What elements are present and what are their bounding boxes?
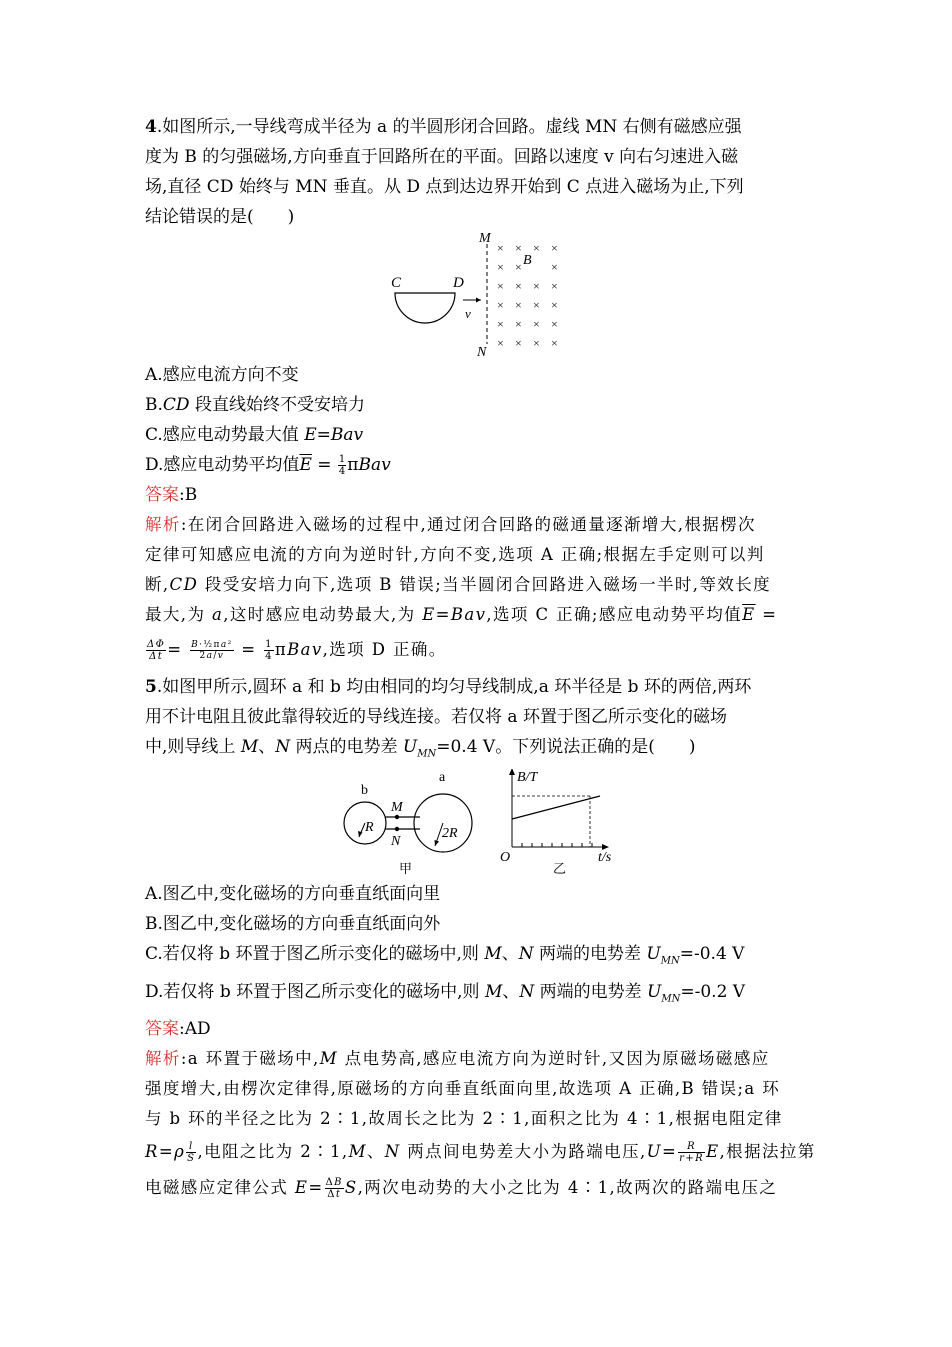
field-cross: × <box>533 336 540 350</box>
field-cross: × <box>551 279 558 293</box>
q4-figure <box>145 232 825 360</box>
field-cross: × <box>533 279 540 293</box>
label-b: B <box>523 253 532 268</box>
answer-label: 答案 <box>145 485 179 505</box>
field-cross: × <box>497 260 504 274</box>
label-m: M <box>479 232 491 246</box>
field-cross: × <box>497 241 504 255</box>
label-m5: M <box>391 800 403 816</box>
rings-and-graph-diagram <box>145 769 825 879</box>
field-cross: × <box>551 241 558 255</box>
q5-analysis-line: 强度增大,由楞次定律得,原磁场的方向垂直纸面向里,故选项 A 正确,B 错误;a 环 <box>145 1079 781 1099</box>
q5-number: 5 <box>145 677 157 697</box>
q4-stem-line: 场,直径 CD 始终与 MN 垂直。从 D 点到达边界开始到 C 点进入磁场为止,下列 <box>145 177 744 197</box>
q4-option-d: D.感应电动势平均值$\overline{E}$ = $\frac{1}{4}$ πBav <box>145 454 391 477</box>
field-cross: × <box>515 260 522 274</box>
velocity-arrow-head <box>476 298 481 303</box>
field-cross: × <box>515 298 522 312</box>
field-cross: × <box>497 336 504 350</box>
graph-line <box>512 796 600 819</box>
semicircle-loop <box>395 293 455 323</box>
label-c: C <box>391 275 402 291</box>
label-2r: 2R <box>442 826 458 842</box>
q4-analysis-line: 断,CD 段受安培力向下,选项 B 错误;当半圆闭合回路进入磁场一半时,等效长度 <box>145 575 772 594</box>
q5-figure <box>145 769 825 879</box>
q4-answer: 答案:B <box>145 485 198 505</box>
semicircle-field-diagram <box>145 232 825 360</box>
field-cross: × <box>551 317 558 331</box>
q4-analysis-formula: $\frac{\Delta\Phi}{\Delta t}$ = $\frac{\text{B·½πa²}}{2a/v}$ = $\frac{1}{4}$ πBav,选项 D 正确。 <box>147 639 447 662</box>
caption-jia: 甲 <box>399 861 413 877</box>
label-r: R <box>365 820 374 836</box>
q4-analysis-line: 解析:在闭合回路进入磁场的过程中,通过闭合回路的磁通量逐渐增大,根据楞次 <box>145 515 756 534</box>
field-cross: × <box>515 336 522 350</box>
q5-stem-line: 中,则导线上 M、N 两点的电势差 $U_{MN}=0.4$ V。下列说法正确的是( ) <box>145 737 696 760</box>
field-cross: × <box>533 241 540 255</box>
label-v: v <box>465 306 471 321</box>
q4-analysis-line: 定律可知感应电流的方向为逆时针,方向不变,选项 A 正确;根据左手定则可以判 <box>145 545 765 564</box>
label-b-ring: b <box>361 783 368 799</box>
q5-option-b: B.图乙中,变化磁场的方向垂直纸面向外 <box>145 914 441 935</box>
field-cross: × <box>497 279 504 293</box>
caption-yi: 乙 <box>553 861 567 877</box>
field-cross: × <box>497 317 504 331</box>
field-cross: × <box>551 260 558 274</box>
q5-stem-line: 用不计电阻且彼此靠得较近的导线连接。若仅将 a 环置于图乙所示变化的磁场 <box>145 707 727 727</box>
label-y-axis: B/T <box>517 770 538 786</box>
q5-option-d: D.若仅将 b 环置于图乙所示变化的磁场中,则 M、N 两端的电势差 $U_{MN}=-0.2$ V <box>145 981 746 1005</box>
answer-label: 答案 <box>145 1019 179 1040</box>
label-n5: N <box>391 834 401 850</box>
point-m <box>395 815 399 819</box>
q5-analysis-line: 电磁感应定律公式 E= $\frac{\Delta B}{\Delta t}$ S,两次电动势的大小之比为 4∶1,故两次的路端电压之 <box>145 1177 778 1201</box>
field-cross: × <box>533 317 540 331</box>
q4-number: 4 <box>145 117 157 137</box>
page <box>145 112 825 1206</box>
field-cross: × <box>533 298 540 312</box>
label-x-axis: t/s <box>598 850 612 866</box>
q5-analysis-line: R=ρ $\frac{l}{S}$ ,电阻之比为 2∶1,M、N 两点间电势差大小为路端电压,U= $\frac{R}{r+R}$ E,根据法拉第 <box>145 1141 816 1165</box>
q5-option-c: C.若仅将 b 环置于图乙所示变化的磁场中,则 M、N 两端的电势差 $U_{MN}=-0.4$ V <box>145 944 745 967</box>
q4-stem-line: 结论错误的是( ) <box>145 207 295 227</box>
q4-option-a: A.感应电流方向不变 <box>145 365 299 385</box>
field-cross: × <box>551 298 558 312</box>
field-cross: × <box>551 336 558 350</box>
field-cross: × <box>515 279 522 293</box>
q4-stem-line: 度为 B 的匀强磁场,方向垂直于回路所在的平面。回路以速度 v 向右匀速进入磁 <box>145 147 739 167</box>
q5-analysis-line: 解析:a 环置于磁场中,M 点电势高,感应电流方向为逆时针,又因为原磁场磁感应 <box>145 1049 770 1069</box>
field-cross: × <box>497 298 504 312</box>
q4-option-b: B.CD 段直线始终不受安培力 <box>145 395 365 415</box>
graph-ticks <box>522 843 592 847</box>
q4-stem-line: 4.如图所示,一导线弯成半径为 a 的半圆形闭合回路。虚线 MN 右侧有磁感应强 <box>145 117 742 137</box>
q4-analysis-line: 最大,为 a,这时感应电动势最大,为 E=Bav,选项 C 正确;感应电动势平均值$\overline{E}$ = <box>145 605 778 624</box>
label-origin: O <box>500 850 511 866</box>
label-a-ring: a <box>439 770 446 786</box>
analysis-label: 解析 <box>145 515 181 534</box>
label-d: D <box>453 275 464 291</box>
field-cross: × <box>515 241 522 255</box>
q5-option-a: A.图乙中,变化磁场的方向垂直纸面向里 <box>145 884 441 905</box>
q5-answer: 答案:AD <box>145 1019 211 1040</box>
q5-stem-line: 5.如图甲所示,圆环 a 和 b 均由相同的均匀导线制成,a 环半径是 b 环的两倍,两环 <box>145 677 752 697</box>
q5-analysis-line: 与 b 环的半径之比为 2∶1,故周长之比为 2∶1,面积之比为 4∶1,根据电阻定律 <box>145 1109 783 1129</box>
point-n <box>395 827 399 831</box>
analysis-label: 解析 <box>145 1049 181 1069</box>
q4-option-c: C.感应电动势最大值 E=Bav <box>145 425 364 445</box>
label-n: N <box>477 345 487 360</box>
field-cross: × <box>515 317 522 331</box>
